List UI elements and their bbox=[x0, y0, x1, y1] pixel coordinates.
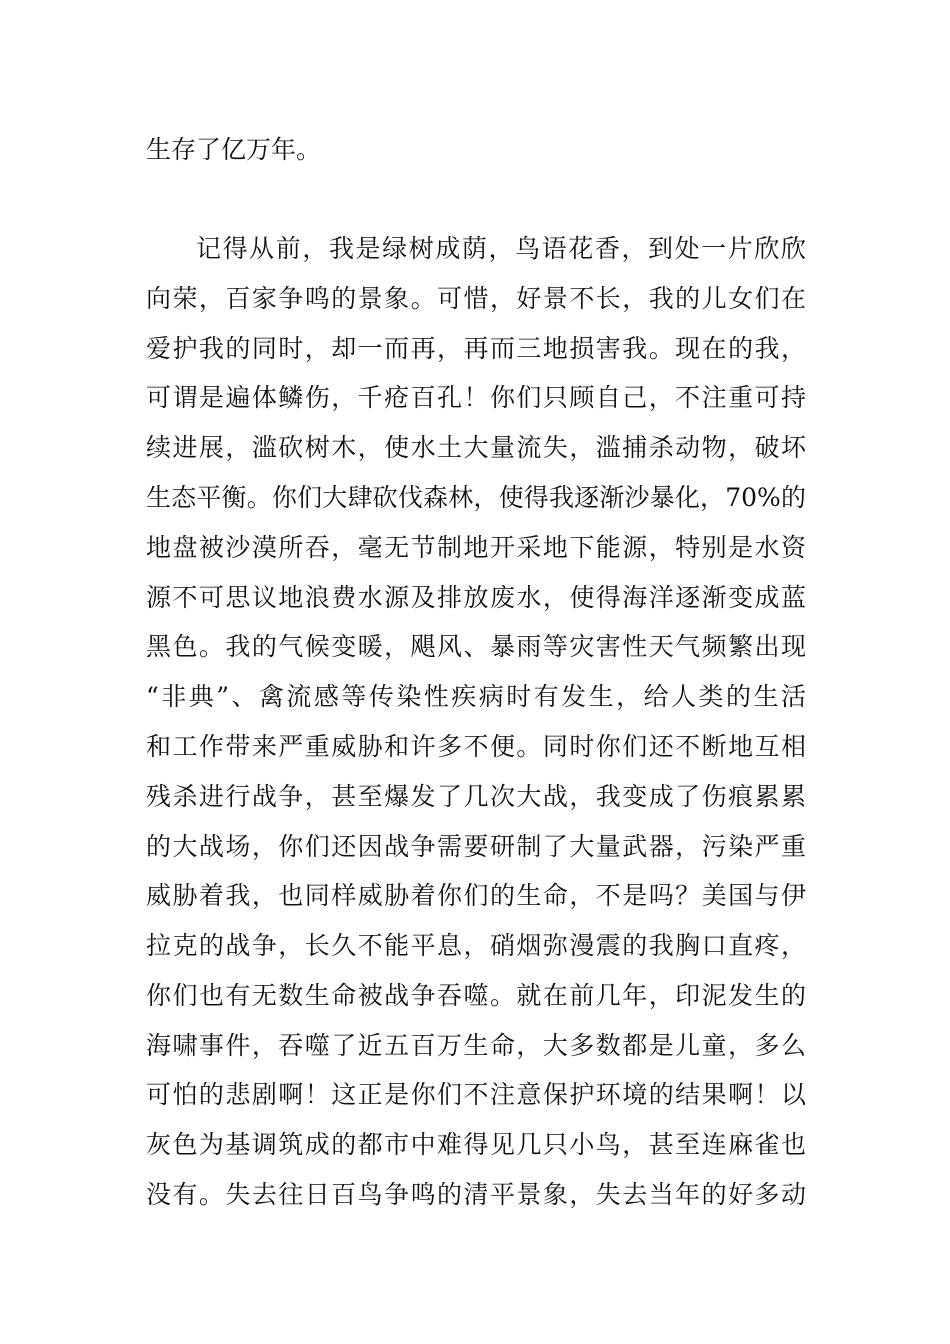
paragraph-end-line: 生存了亿万年。 bbox=[146, 135, 322, 164]
text-line: 可谓是遍体鳞伤，千疮百孔！你们只顾自己，不注重可持 bbox=[146, 383, 806, 412]
text-line: “非典”、禽流感等传染性疾病时有发生，给人类的生活 bbox=[146, 682, 806, 711]
text-line: 续进展，滥砍树木，使水土大量流失，滥捕杀动物，破坏 bbox=[146, 433, 806, 462]
text-line: 向荣，百家争鸣的景象。可惜，好景不长，我的儿女们在 bbox=[146, 284, 806, 313]
text-line: 灰色为基调筑成的都市中难得见几只小鸟，甚至连麻雀也 bbox=[146, 1130, 806, 1159]
text-line: 海啸事件，吞噬了近五百万生命，大多数都是儿童，多么 bbox=[146, 1031, 806, 1060]
text-line: 拉克的战争，长久不能平息，硝烟弥漫震的我胸口直疼， bbox=[146, 931, 806, 960]
text-line: 威胁着我，也同样威胁着你们的生命，不是吗？美国与伊 bbox=[146, 881, 806, 910]
paragraph-first-line: 记得从前，我是绿树成荫，鸟语花香，到处一片欣欣 bbox=[196, 234, 806, 263]
text-line: 和工作带来严重威胁和许多不便。同时你们还不断地互相 bbox=[146, 732, 806, 761]
text-line: 残杀进行战争，甚至爆发了几次大战，我变成了伤痕累累 bbox=[146, 782, 806, 811]
text-line: 没有。失去往日百鸟争鸣的清平景象，失去当年的好多动 bbox=[146, 1180, 806, 1209]
text-line: 生态平衡。你们大肆砍伐森林，使得我逐渐沙暴化，70%的 bbox=[146, 483, 806, 512]
text-line: 爱护我的同时，却一而再，再而三地损害我。现在的我， bbox=[146, 334, 806, 363]
text-line: 地盘被沙漠所吞，毫无节制地开采地下能源，特别是水资 bbox=[146, 533, 806, 562]
text-line: 源不可思议地浪费水源及排放废水，使得海洋逐渐变成蓝 bbox=[146, 583, 806, 612]
text-line: 的大战场，你们还因战争需要研制了大量武器，污染严重 bbox=[146, 832, 806, 861]
text-line: 可怕的悲剧啊！这正是你们不注意保护环境的结果啊！以 bbox=[146, 1080, 806, 1109]
text-line: 你们也有无数生命被战争吞噬。就在前几年，印泥发生的 bbox=[146, 981, 806, 1010]
text-line: 黑色。我的气候变暖，飓风、暴雨等灾害性天气频繁出现 bbox=[146, 632, 806, 661]
